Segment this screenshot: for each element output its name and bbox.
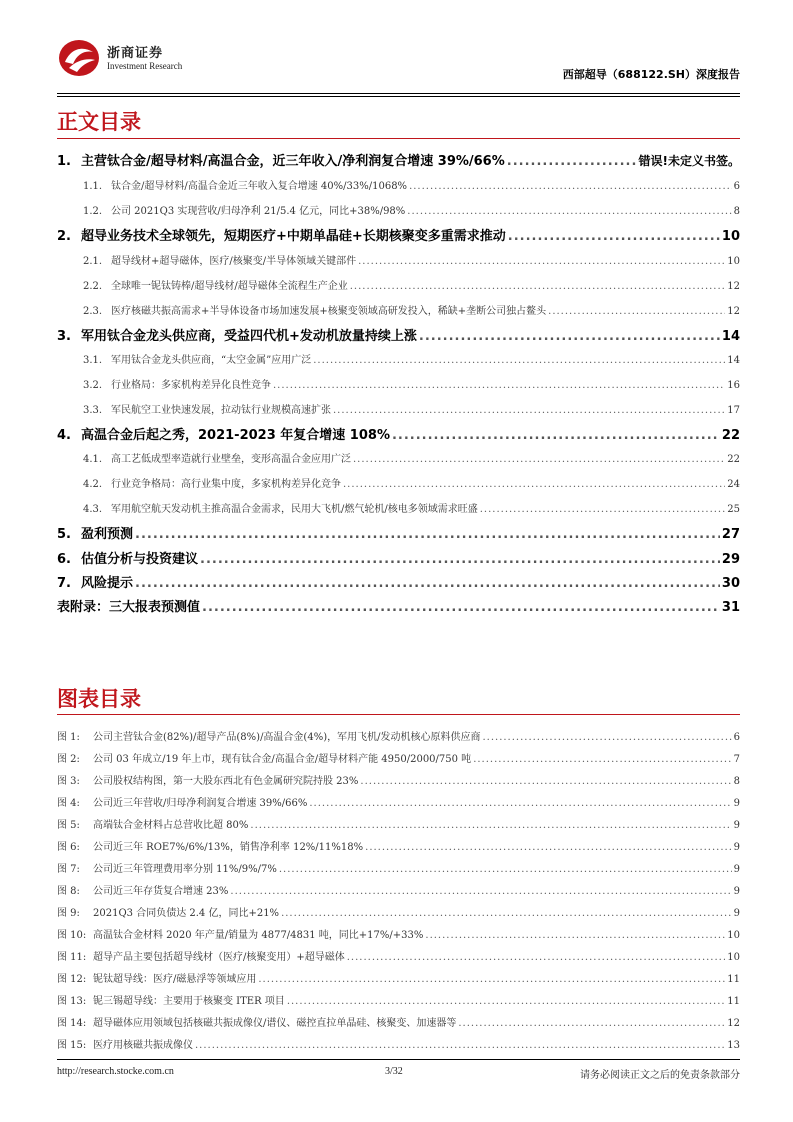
- figure-entry[interactable]: 图 9: 2021Q3 合同负债达 2.4 亿，同比+21% ..... 9: [57, 904, 740, 919]
- toc-entry[interactable]: 4.2. 行业竞争格局：高行业集中度，多家机构差异化竞争 ..... 24: [57, 475, 740, 490]
- figure-entry[interactable]: 图 14: 超导磁体应用领域包括核磁共振成像仪/谱仪、磁控直拉单晶硅、核聚变、加速器等 ..... 12: [57, 1014, 740, 1029]
- figures-title-rule: [57, 714, 740, 715]
- toc-entry[interactable]: 6. 估值分析与投资建议 ..... 29: [57, 548, 740, 567]
- leader-dots: [200, 552, 720, 567]
- leader-dots: [279, 864, 732, 875]
- leader-dots: [358, 256, 725, 267]
- leader-dots: [309, 798, 731, 809]
- toc-title-rule: [57, 138, 740, 139]
- toc-entry[interactable]: 1.2. 公司 2021Q3 实现营收/归母净利 21/5.4 亿元，同比+38%/98% ..... 8: [57, 202, 740, 217]
- disclaimer-note: 请务必阅读正文之后的免责条款部分: [580, 1070, 740, 1081]
- footer-divider: [57, 1059, 740, 1060]
- header-divider: [57, 93, 740, 94]
- leader-dots: [250, 820, 731, 831]
- leader-dots: [258, 974, 725, 985]
- figure-entry[interactable]: 图 15: 医疗用核磁共振成像仪 ..... 13: [57, 1036, 740, 1051]
- figure-entry[interactable]: 图 5: 高端钛合金材料占总营收比超 80% ..... 9: [57, 816, 740, 831]
- leader-dots: [458, 1018, 725, 1029]
- leader-dots: [347, 952, 726, 963]
- leader-dots: [365, 842, 731, 853]
- leader-dots: [482, 732, 731, 743]
- page-header: [57, 34, 740, 92]
- figure-entry[interactable]: 图 7: 公司近三年管理费用率分别 11%/9%/7% ..... 9: [57, 860, 740, 875]
- leader-dots: [392, 428, 720, 443]
- toc-entry[interactable]: 2. 超导业务技术全球领先，短期医疗+中期单晶硅+长期核聚变多重需求推动 ..... 10: [57, 225, 740, 244]
- toc-entry[interactable]: 1.1. 钛合金/超导材料/高温合金近三年收入复合增速 40%/33%/1068% ..... 6: [57, 177, 740, 192]
- figure-entry[interactable]: 图 8: 公司近三年存货复合增速 23% ..... 9: [57, 882, 740, 897]
- logo-company-name: 浙商证券: [107, 46, 164, 61]
- company-logo-icon: [57, 38, 101, 78]
- toc-entry[interactable]: 4.1. 高工艺低成型率造就行业壁垒，变形高温合金应用广泛 ..... 22: [57, 450, 740, 465]
- leader-dots: [202, 600, 720, 615]
- toc-entry[interactable]: 4.3. 军用航空航天发动机主推高温合金需求，民用大飞机/燃气轮机/核电多领域需求旺盛 ..... 25: [57, 500, 740, 515]
- leader-dots: [333, 405, 725, 416]
- leader-dots: [419, 329, 720, 344]
- toc-entry[interactable]: 7. 风险提示 ..... 30: [57, 572, 740, 591]
- toc-entry[interactable]: 3.2. 行业格局：多家机构差异化良性竞争 ..... 16: [57, 376, 740, 391]
- leader-dots: [409, 181, 732, 192]
- leader-dots: [480, 504, 726, 515]
- toc-entry[interactable]: 2.2. 全球唯一铌钛铸棒/超导线材/超导磁体全流程生产企业 ..... 12: [57, 277, 740, 292]
- toc-entry[interactable]: 2.3. 医疗核磁共振高需求+半导体设备市场加速发展+核聚变领域高研发投入，稀缺+垄断公司独占鳌头 ..... 12: [57, 302, 740, 317]
- figure-entry[interactable]: 图 3: 公司股权结构图，第一大股东西北有色金属研究院持股 23% ..... 8: [57, 772, 740, 787]
- leader-dots: [507, 154, 637, 169]
- leader-dots: [135, 527, 720, 542]
- leader-dots: [473, 754, 731, 765]
- leader-dots: [407, 206, 731, 217]
- figure-entry[interactable]: 图 11: 超导产品主要包括超导线材（医疗/核聚变用）+超导磁体 ..... 10: [57, 948, 740, 963]
- toc-entry[interactable]: 3.3. 军民航空工业快速发展，拉动钛行业规模高速扩张 ..... 17: [57, 401, 740, 416]
- page-number: 3/32: [385, 1066, 403, 1077]
- leader-dots: [135, 576, 720, 591]
- figure-entry[interactable]: 图 2: 公司 03 年成立/19 年上市，现有钛合金/高温合金/超导材料产能 4950/2000/750 吨 ..... 7: [57, 750, 740, 765]
- figure-entry[interactable]: 图 4: 公司近三年营收/归母净利润复合增速 39%/66% ..... 9: [57, 794, 740, 809]
- leader-dots: [195, 1040, 725, 1051]
- figure-entry[interactable]: 图 12: 铌钛超导线：医疗/磁悬浮等领域应用 ..... 11: [57, 970, 740, 985]
- figure-entry[interactable]: 图 10: 高温钛合金材料 2020 年产量/销量为 4877/4831 吨，同比+17%/+33% ..... 10: [57, 926, 740, 941]
- toc-entry[interactable]: 5. 盈利预测 ..... 27: [57, 523, 740, 542]
- toc-entry[interactable]: 3. 军用钛合金龙头供应商，受益四代机+发动机放量持续上涨 ..... 14: [57, 325, 740, 344]
- leader-dots: [343, 479, 725, 490]
- toc-entry[interactable]: 1. 主营钛合金/超导材料/高温合金，近三年收入/净利润复合增速 39%/66% ..... 错误!未定义书签。: [57, 150, 740, 169]
- header-divider-thin: [57, 96, 740, 97]
- figures-title: 图表目录: [57, 687, 141, 711]
- leader-dots: [313, 355, 725, 366]
- leader-dots: [425, 930, 725, 941]
- logo-english-name: Investment Research: [107, 61, 183, 71]
- toc-entry[interactable]: 2.1. 超导线材+超导磁体，医疗/核聚变/半导体领域关键部件 ..... 10: [57, 252, 740, 267]
- leader-dots: [548, 306, 725, 317]
- leader-dots: [360, 776, 731, 787]
- leader-dots: [230, 886, 731, 897]
- footer-url[interactable]: http://research.stocke.com.cn: [57, 1066, 174, 1077]
- leader-dots: [281, 908, 732, 919]
- leader-dots: [353, 454, 725, 465]
- toc-title: 正文目录: [57, 110, 141, 134]
- figure-entry[interactable]: 图 1: 公司主营钛合金(82%)/超导产品(8%)/高温合金(4%)，军用飞机/发动机核心原料供应商 ..... 6: [57, 728, 740, 743]
- leader-dots: [273, 380, 725, 391]
- leader-dots: [350, 281, 726, 292]
- toc-entry[interactable]: 3.1. 军用钛合金龙头供应商，“太空金属”应用广泛 ..... 14: [57, 351, 740, 366]
- figure-entry[interactable]: 图 13: 铌三锡超导线：主要用于核聚变 ITER 项目 ..... 11: [57, 992, 740, 1007]
- figure-entry[interactable]: 图 6: 公司近三年 ROE7%/6%/13%，销售净利率 12%/11%18% ..... 9: [57, 838, 740, 853]
- toc-entry[interactable]: 4. 高温合金后起之秀，2021-2023 年复合增速 108% ..... 22: [57, 424, 740, 443]
- toc-entry[interactable]: 表附录：三大报表预测值 ..... 31: [57, 596, 740, 615]
- report-title: 西部超导（688122.SH）深度报告: [562, 68, 740, 81]
- leader-dots: [287, 996, 725, 1007]
- leader-dots: [508, 229, 720, 244]
